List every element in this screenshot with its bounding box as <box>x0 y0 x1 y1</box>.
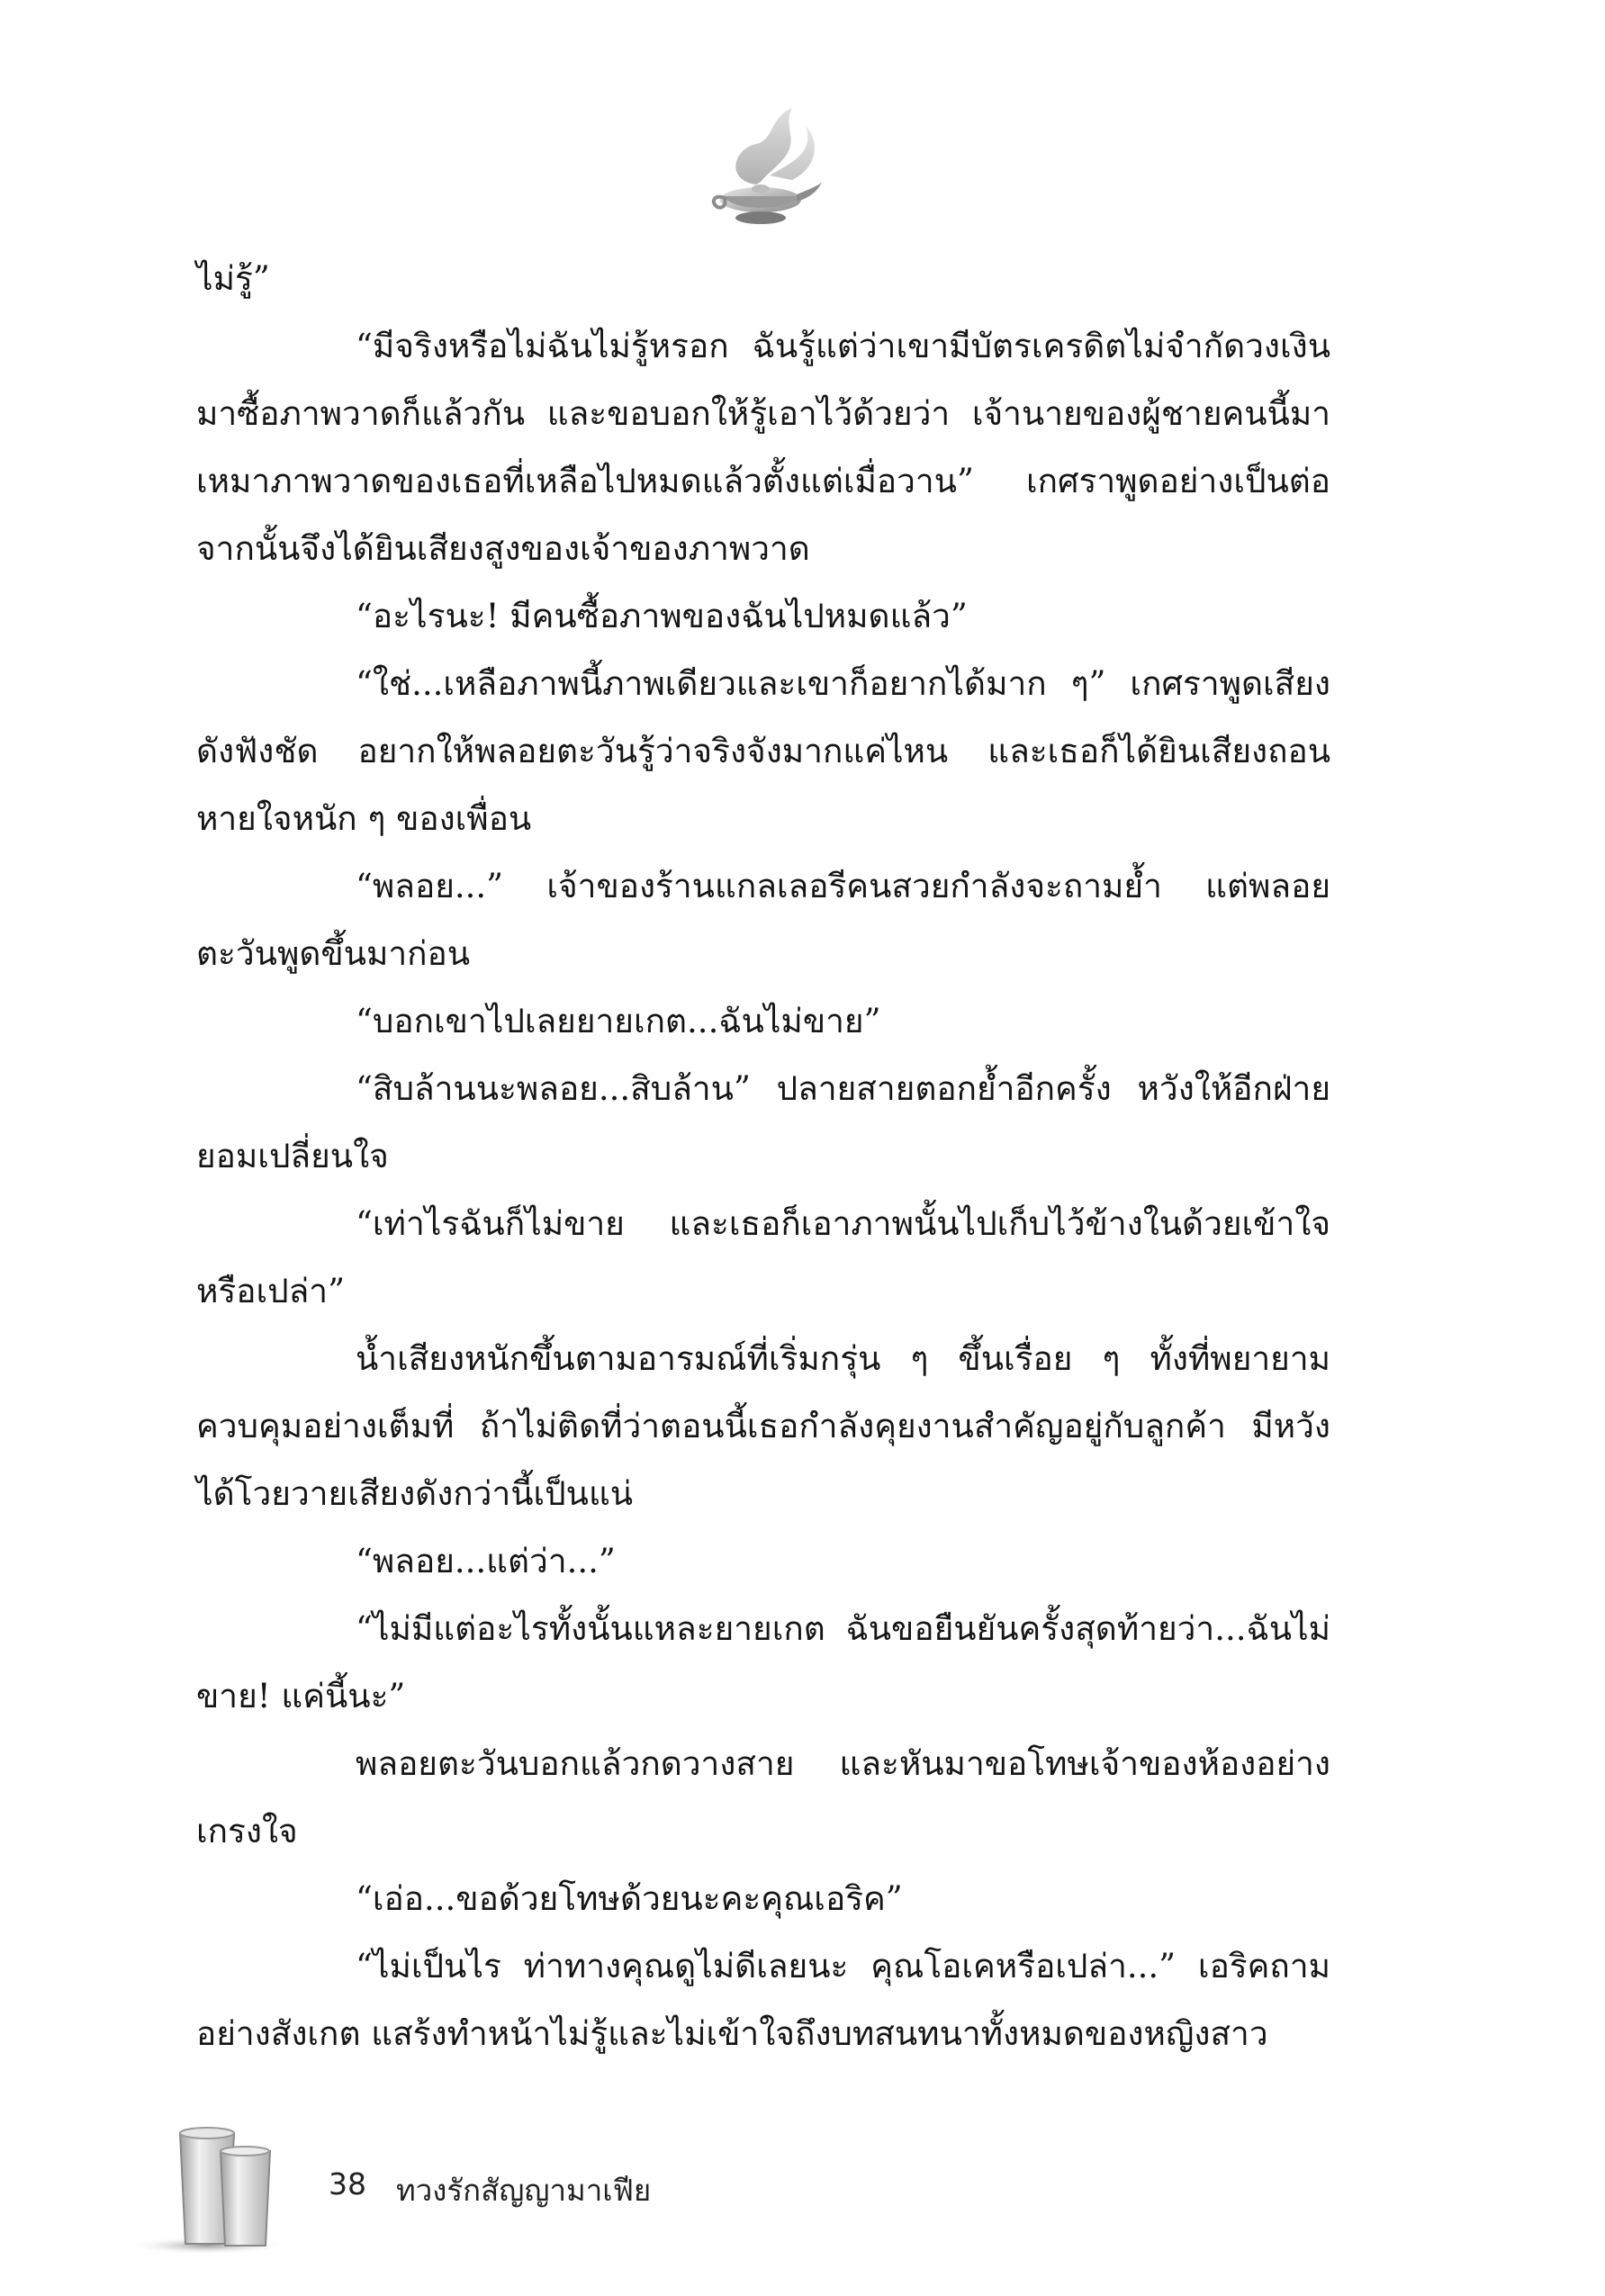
book-title: ทวงรักสัญญามาเฟีย <box>396 2173 652 2208</box>
paragraph: “มีจริงหรือไม่ฉันไม่รู้หรอก ฉันรู้แต่ว่าเขามีบัตรเครดิตไม่จำกัดวงเงินมาซื้อภาพวาดก็แล้วกัน และขอบอกให้รู้เอาไว้ด้วยว่า เจ้านายของผู้ชายคนนี้มาเหมาภาพวาดของเธอที่เหลือไปหมดแล้วตั้งแต่เมื่อวาน” เกศราพูดอย่างเป็นต่อ จากนั้นจึงได้ยินเสียงสูงของเจ้าของภาพวาด <box>196 327 1330 568</box>
paragraph: “อะไรนะ! มีคนซื้อภาพของฉันไปหมดแล้ว” <box>356 597 968 635</box>
paragraph: พลอยตะวันบอกแล้วกดวางสาย และหันมาขอโทษเจ้าของห้องอย่างเกรงใจ <box>196 1744 1330 1850</box>
paragraph: น้ำเสียงหนักขึ้นตามอารมณ์ที่เริ่มกรุ่น ๆ ขึ้นเรื่อย ๆ ทั้งที่พยายามควบคุมอย่างเต็มที่ ถ้าไม่ติดที่ว่าตอนนี้เธอกำลังคุยงานสำคัญอยู่กับลูกค้า มีหวังได้โวยวายเสียงดังกว่านี้เป็นแน่ <box>196 1339 1330 1513</box>
paragraph: “ไม่เป็นไร ท่าทางคุณดูไม่ดีเลยนะ คุณโอเคหรือเปล่า...” เอริคถามอย่างสังเกต แสร้งทำหน้าไม่รู้และไม่เข้าใจถึงบทสนทนาทั้งหมดของหญิงสาว <box>196 1947 1330 2053</box>
paragraph: ไม่รู้” <box>196 259 270 298</box>
paragraph: “เอ่อ...ขอด้วยโทษด้วยนะคะคุณเอริค” <box>356 1879 903 1918</box>
paragraph: “บอกเขาไปเลยยายเกต...ฉันไม่ขาย” <box>356 1002 881 1040</box>
paragraph: “ไม่มีแต่อะไรทั้งนั้นแหละยายเกต ฉันขอยืนยันครั้งสุดท้ายว่า...ฉันไม่ขาย! แค่นี้นะ” <box>196 1609 1330 1715</box>
page-number: 38 <box>329 2166 366 2201</box>
page-footer <box>126 2120 756 2264</box>
genie-lamp-icon <box>707 99 824 234</box>
paragraph: “เท่าไรฉันก็ไม่ขาย และเธอก็เอาภาพนั้นไปเก็บไว้ข้างในด้วยเข้าใจหรือเปล่า” <box>196 1204 1330 1310</box>
paragraph: “สิบล้านนะพลอย...สิบล้าน” ปลายสายตอกย้ำอีกครั้ง หวังให้อีกฝ่ายยอมเปลี่ยนใจ <box>196 1069 1330 1175</box>
paragraph: “ใช่...เหลือภาพนี้ภาพเดียวและเขาก็อยากได้มาก ๆ” เกศราพูดเสียงดังฟังชัด อยากให้พลอยตะวันรู้ว่าจริงจังมากแค่ไหน และเธอก็ได้ยินเสียงถอนหายใจหนัก ๆ ของเพื่อน <box>196 664 1330 838</box>
milk-glasses-icon <box>126 2120 333 2255</box>
paragraph: “พลอย...แต่ว่า...” <box>356 1542 616 1580</box>
story-text <box>196 245 1330 2067</box>
paragraph: “พลอย...” เจ้าของร้านแกลเลอรีคนสวยกำลังจะถามย้ำ แต่พลอยตะวันพูดขึ้นมาก่อน <box>196 867 1330 973</box>
